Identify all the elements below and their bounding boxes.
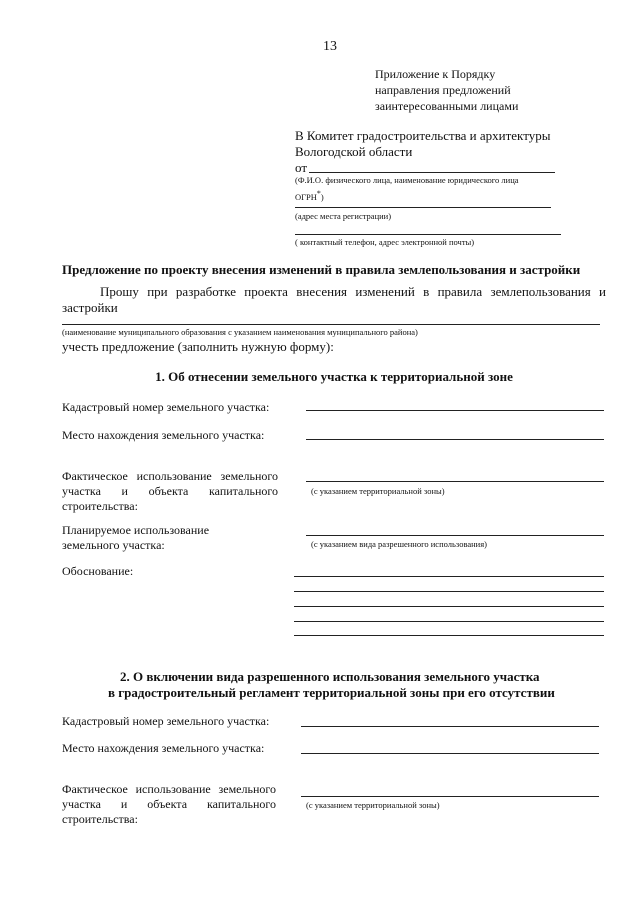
- section2-heading-line-2: в градостроительный регламент территориальной зоны при его отсутствии: [108, 685, 555, 700]
- section1-justification-line-4[interactable]: [294, 621, 604, 622]
- from-field-line[interactable]: [309, 172, 555, 173]
- section1-actual-use-line-1: Фактическое использование земельного: [62, 469, 278, 483]
- section2-actual-use-line-2: участка и объекта капитального: [62, 797, 276, 811]
- section1-planned-use-line-2: земельного участка:: [62, 538, 165, 552]
- appendix-line-3: заинтересованными лицами: [375, 99, 519, 113]
- addressee-line-2: Вологодской области: [295, 144, 413, 159]
- appendix-line-2: направления предложений: [375, 83, 511, 97]
- hint-municipality: (наименование муниципального образования с указанием наименования муниципального района): [62, 327, 418, 337]
- page-number: 13: [323, 39, 337, 54]
- appendix-line-1: Приложение к Порядку: [375, 67, 496, 81]
- section2-cadastral-field[interactable]: [301, 726, 599, 727]
- intro-line-1: Прошу при разработке проекта внесения изменений в правила землепользования и: [100, 284, 606, 299]
- section1-justification-line-3[interactable]: [294, 606, 604, 607]
- hint-name-line-2: ОГРН*): [295, 189, 324, 202]
- section1-justification-line-2[interactable]: [294, 591, 604, 592]
- section1-actual-use-field[interactable]: [306, 481, 604, 482]
- section1-actual-use-hint: (с указанием территориальной зоны): [311, 486, 445, 496]
- address-field-line[interactable]: [295, 207, 551, 208]
- section1-location-label: Место нахождения земельного участка:: [62, 428, 265, 442]
- section1-actual-use-line-3: строительства:: [62, 499, 138, 513]
- section1-heading: 1. Об отнесении земельного участка к территориальной зоне: [155, 369, 513, 384]
- section2-actual-use-field[interactable]: [301, 796, 599, 797]
- addressee-line-1: В Комитет градостроительства и архитектуры: [295, 128, 551, 143]
- section2-actual-use-line-3: строительства:: [62, 812, 138, 826]
- section1-justification-label: Обоснование:: [62, 564, 134, 578]
- section1-cadastral-field[interactable]: [306, 410, 604, 411]
- section2-location-field[interactable]: [301, 753, 599, 754]
- section2-cadastral-label: Кадастровый номер земельного участка:: [62, 714, 270, 728]
- from-label: от: [295, 160, 308, 175]
- page-title: Предложение по проекту внесения изменений в правила землепользования и застройки: [62, 262, 581, 277]
- section1-planned-use-line-1: Планируемое использование: [62, 523, 210, 537]
- section1-location-field[interactable]: [306, 439, 604, 440]
- contacts-field-line[interactable]: [295, 234, 561, 235]
- section2-heading-line-1: 2. О включении вида разрешенного использования земельного участка: [120, 669, 540, 684]
- section1-planned-use-field[interactable]: [306, 535, 604, 536]
- section1-justification-line-1[interactable]: [294, 576, 604, 577]
- hint-contacts: ( контактный телефон, адрес электронной почты): [295, 237, 475, 247]
- section2-actual-use-hint: (с указанием территориальной зоны): [306, 800, 440, 810]
- section2-location-label: Место нахождения земельного участка:: [62, 741, 265, 755]
- hint-address: (адрес места регистрации): [295, 211, 392, 221]
- municipality-field-line[interactable]: [62, 324, 600, 325]
- hint-name-line-1: (Ф.И.О. физического лица, наименование юридического лица: [295, 175, 519, 185]
- intro-line-3: учесть предложение (заполнить нужную форму):: [62, 339, 334, 354]
- section1-cadastral-label: Кадастровый номер земельного участка:: [62, 400, 270, 414]
- section1-planned-use-hint: (с указанием вида разрешенного использования): [311, 539, 487, 549]
- section2-actual-use-line-1: Фактическое использование земельного: [62, 782, 276, 796]
- section1-justification-line-5[interactable]: [294, 635, 604, 636]
- section1-actual-use-line-2: участка и объекта капитального: [62, 484, 278, 498]
- intro-line-2: застройки: [62, 300, 118, 315]
